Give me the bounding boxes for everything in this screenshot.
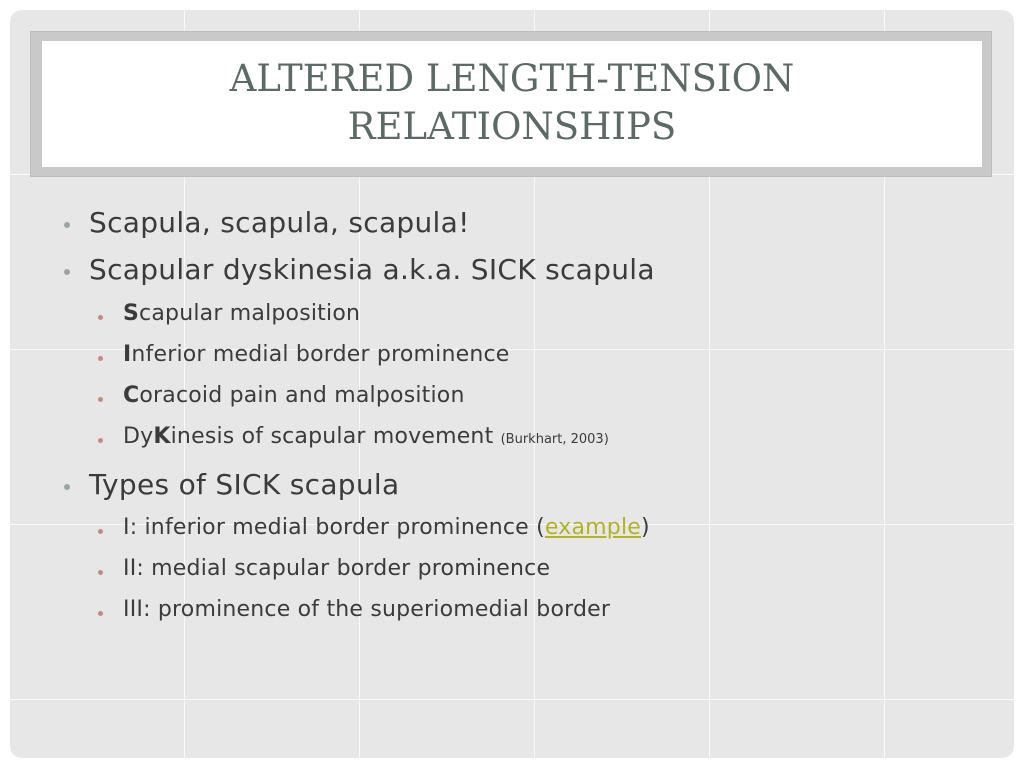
- sub-bullet-item: [123, 424, 609, 449]
- sub-bullet-item: III: prominence of the superiomedial border: [123, 597, 611, 622]
- title-line-1: ALTERED LENGTH-TENSION: [229, 57, 795, 100]
- sub-bullet-text: oracoid pain and malposition: [139, 383, 465, 408]
- sub-bullet-item: [123, 515, 650, 540]
- sub-bullet-text: I: inferior medial border prominence (: [123, 515, 545, 540]
- sub-bullet-dot: [98, 611, 103, 616]
- sub-bullet-initial: I: [123, 342, 132, 367]
- sub-bullet-text: capular malposition: [139, 301, 361, 326]
- sub-bullet-dot: [98, 315, 103, 320]
- title-line-2: RELATIONSHIPS: [347, 105, 677, 148]
- sub-bullet-text: ): [641, 515, 650, 540]
- bullet-item: Scapular dyskinesia a.k.a. SICK scapula: [89, 253, 655, 286]
- sub-bullet-dot: [98, 570, 103, 575]
- sub-bullet-dot: [98, 438, 103, 443]
- bullet-item: Types of SICK scapula: [89, 468, 400, 501]
- sub-bullet-dot: [98, 356, 103, 361]
- bullet-item: Scapula, scapula, scapula!: [89, 206, 470, 239]
- sub-bullet-initial: C: [123, 383, 140, 408]
- sub-bullet-item: [123, 301, 360, 326]
- bullet-dot: [64, 269, 70, 275]
- sub-bullet-text: nferior medial border prominence: [131, 342, 510, 367]
- sub-bullet-dot: [98, 529, 103, 534]
- sub-bullet-initial: K: [153, 424, 171, 449]
- bullet-dot: [64, 222, 70, 228]
- sub-bullet-text: inesis of scapular movement: [170, 424, 501, 449]
- sub-bullet-initial: S: [123, 301, 140, 326]
- sub-bullet-item: [123, 383, 465, 408]
- citation: (Burkhart, 2003): [500, 432, 609, 447]
- sub-bullet-item: II: medial scapular border prominence: [123, 556, 551, 581]
- bullet-dot: [64, 484, 70, 490]
- sub-bullet-dot: [98, 397, 103, 402]
- sub-bullet-item: [123, 342, 510, 367]
- example-link[interactable]: example: [544, 515, 641, 540]
- sub-bullet-lead: Dy: [123, 424, 154, 449]
